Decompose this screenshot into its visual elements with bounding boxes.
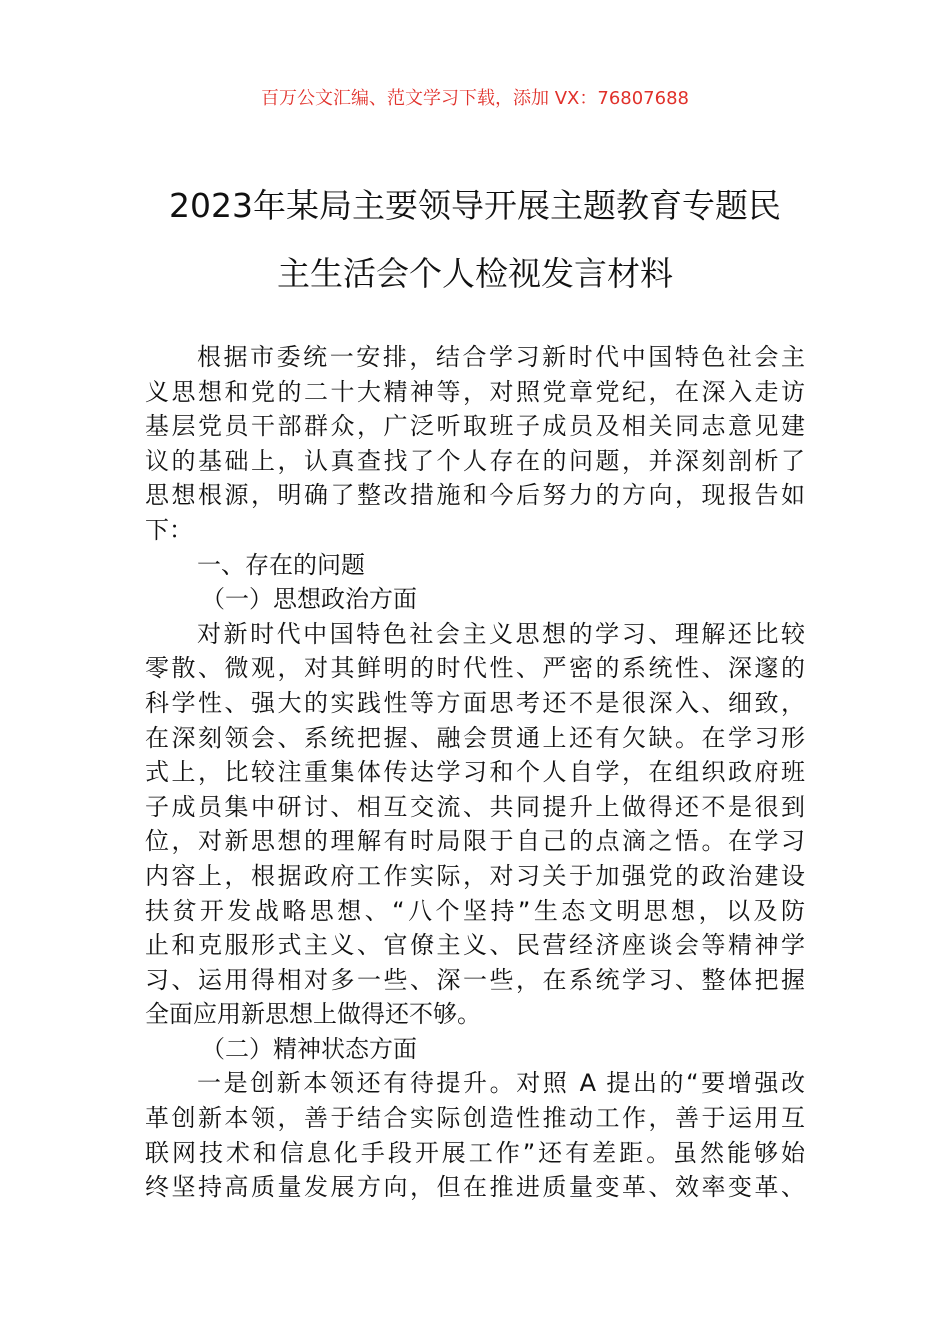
document-title-line-1: 2023年某局主要领导开展主题教育专题民 [169,186,781,225]
document-body [145,340,805,1205]
text-line: 在深刻领会、系统把握、融会贯通上还有欠缺。在学习形 [145,723,805,752]
text-line: 子成员集中研讨、相互交流、共同提升上做得还不是很到 [145,792,805,821]
text-line: 对新时代中国特色社会主义思想的学习、理解还比较 [197,619,805,648]
text-line: 根据市委统一安排，结合学习新时代中国特色社会主 [197,343,805,371]
text-line: 下： [145,515,193,544]
text-line: 基层党员干部群众，广泛听取班子成员及相关同志意见建 [145,412,805,441]
text-line: 终坚持高质量发展方向，但在推进质量变革、效率变革、 [145,1173,805,1202]
text-line: 位，对新思想的理解有时局限于自己的点滴之悟。在学习 [145,827,805,856]
text-line: 内容上，根据政府工作实际，对习关于加强党的政治建设 [145,861,805,890]
text-line: 习、运用得相对多一些、深一些，在系统学习、整体把握 [145,965,805,994]
text-line: 扶贫开发战略思想、“八个坚持”生态文明思想，以及防 [145,896,805,925]
watermark-banner: 百万公文汇编、范文学习下载，添加 VX：76807688 [261,88,689,109]
text-line: 一是创新本领还有待提升。对照 A 提出的“要增强改 [197,1069,805,1098]
text-line: 零散、微观，对其鲜明的时代性、严密的系统性、深邃的 [145,654,805,683]
text-line: 科学性、强大的实践性等方面思考还不是很深入、细致， [145,688,805,717]
text-line: 思想根源，明确了整改措施和今后努力的方向，现报告如 [145,481,805,510]
text-line: （一）思想政治方面 [201,585,417,614]
text-line: 止和克服形式主义、官僚主义、民营经济座谈会等精神学 [145,931,805,960]
text-line: 议的基础上，认真查找了个人存在的问题，并深刻剖析了 [145,446,805,475]
text-line: 一、存在的问题 [197,550,365,579]
text-line: （二）精神状态方面 [201,1034,417,1063]
text-line: 联网技术和信息化手段开展工作”还有差距。虽然能够始 [145,1138,805,1167]
document-title-line-2: 主生活会个人检视发言材料 [277,254,673,293]
text-line: 革创新本领，善于结合实际创造性推动工作，善于运用互 [145,1104,805,1133]
text-line: 式上，比较注重集体传达学习和个人自学，在组织政府班 [145,758,805,787]
text-line: 全面应用新思想上做得还不够。 [145,1000,481,1029]
text-line: 义思想和党的二十大精神等，对照党章党纪，在深入走访 [145,377,805,406]
